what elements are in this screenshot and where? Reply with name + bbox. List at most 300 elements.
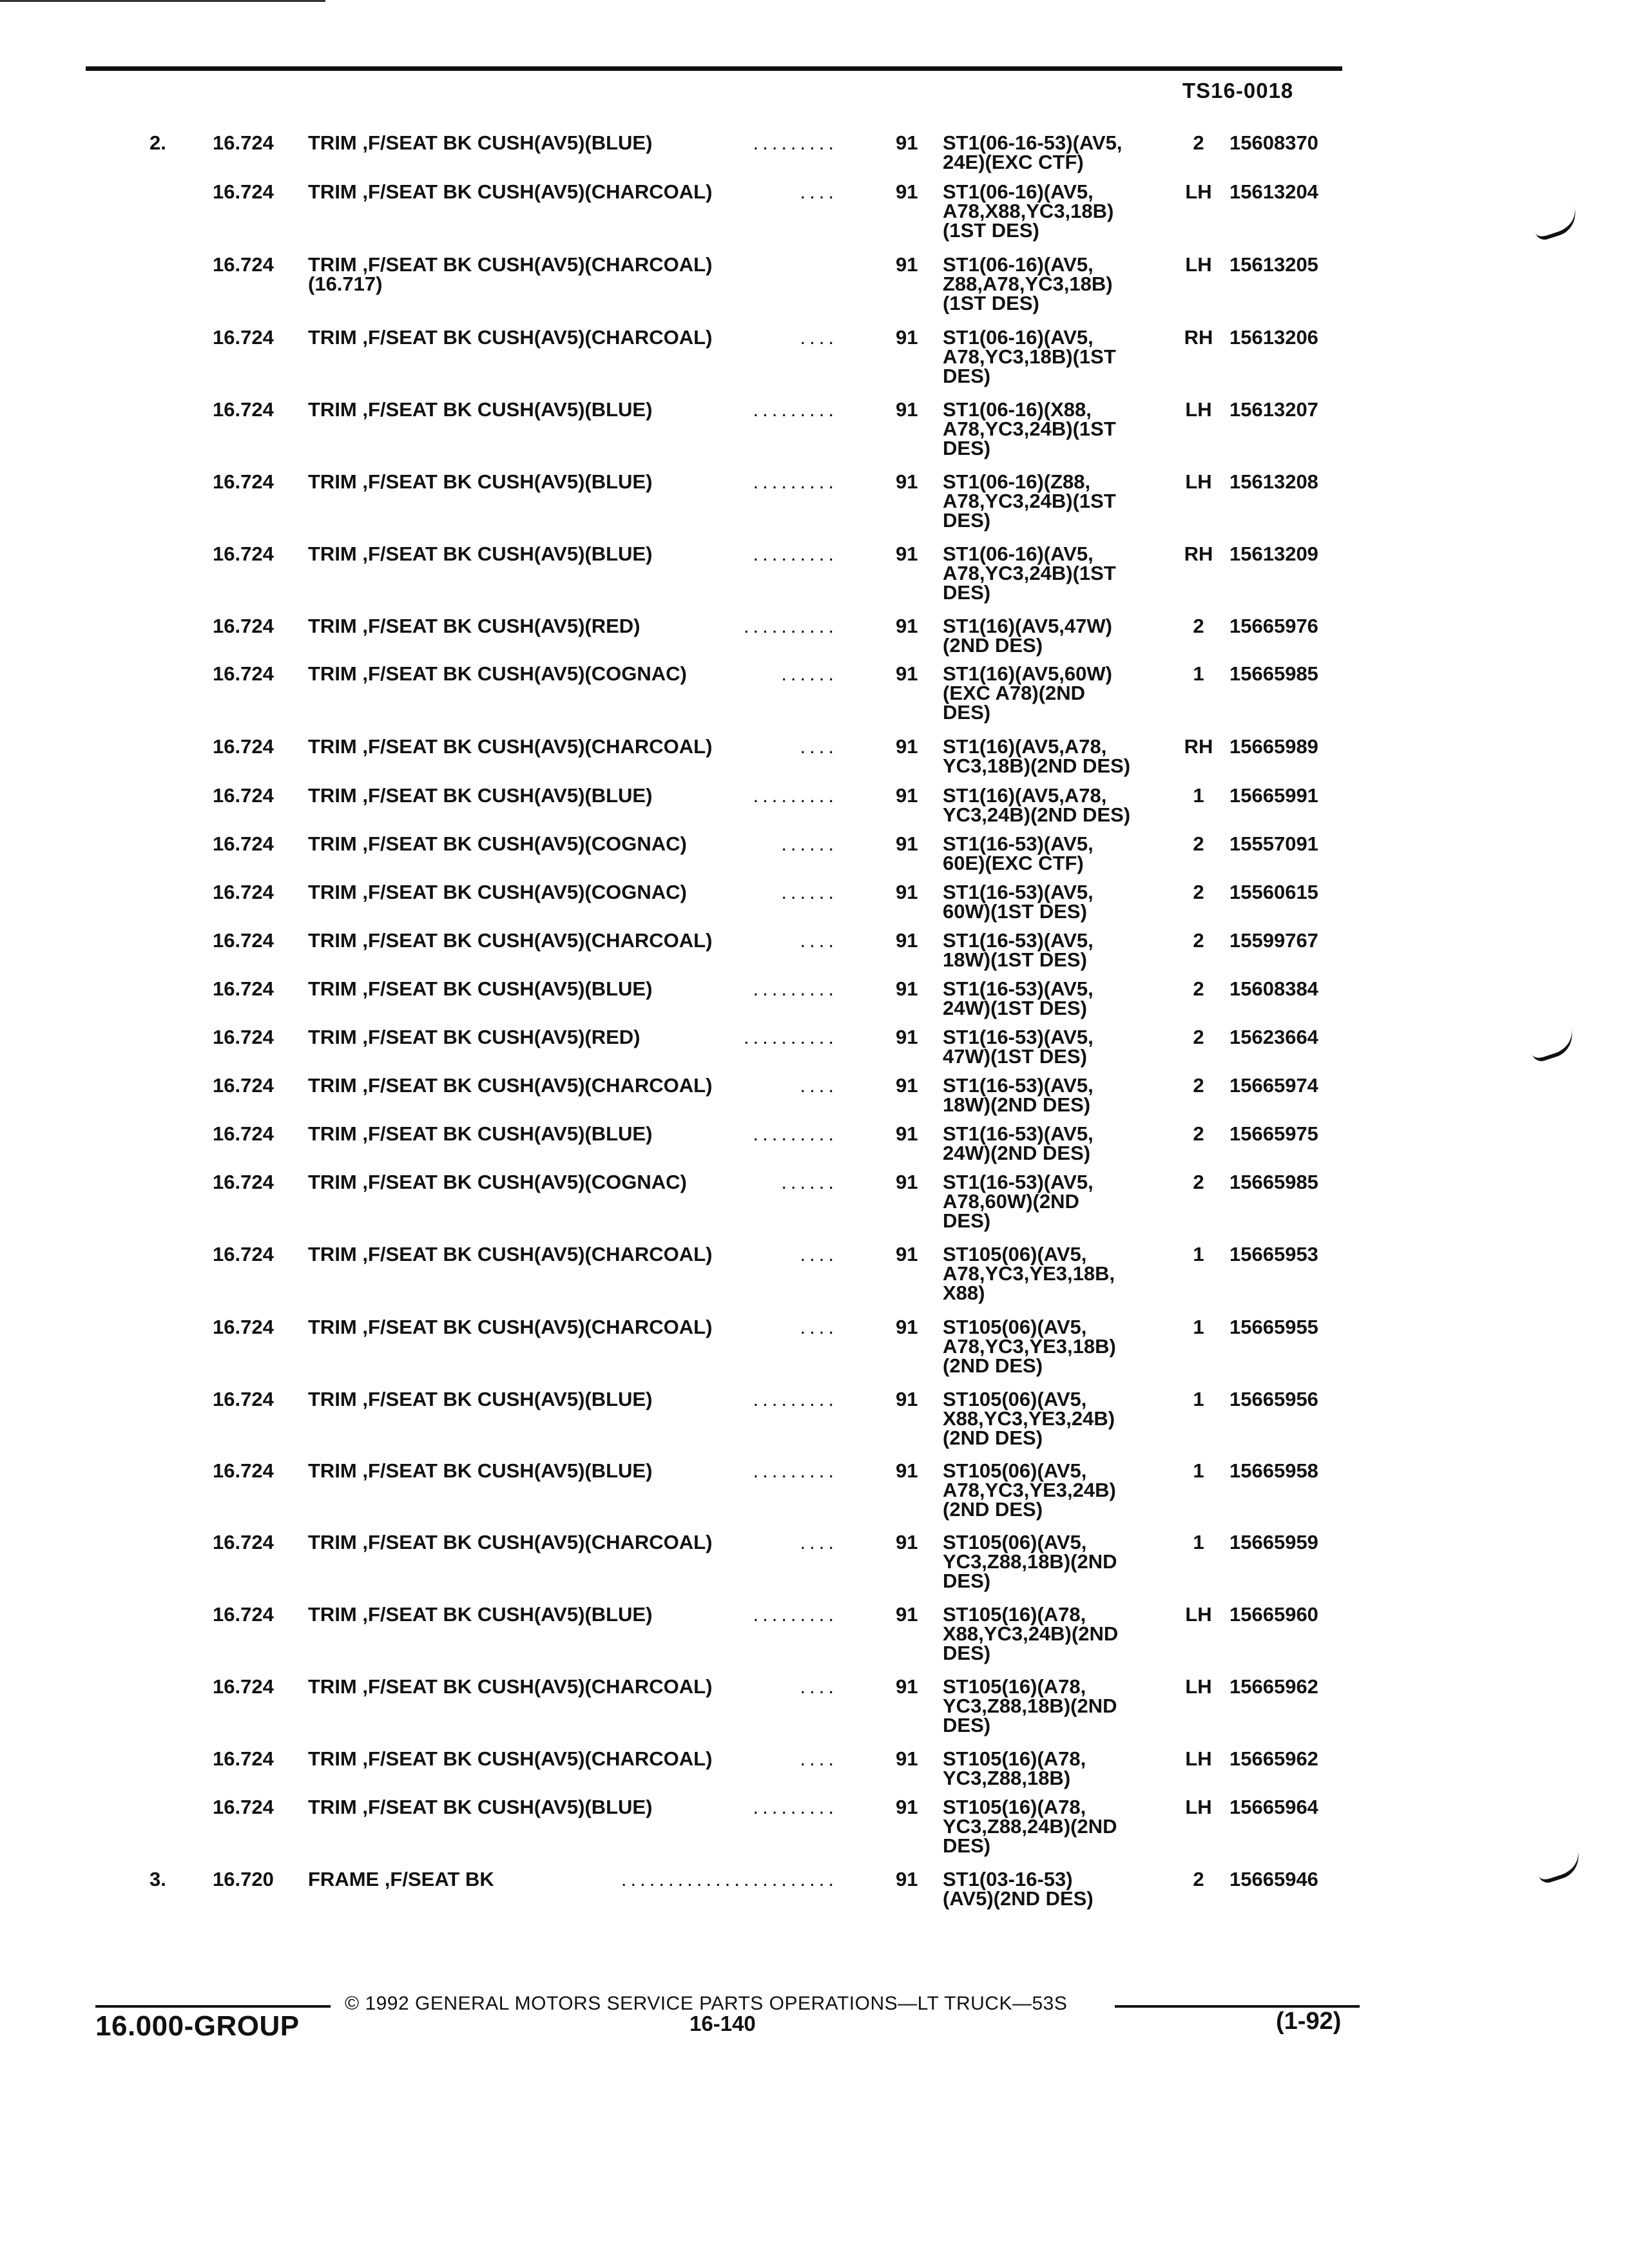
- model-usage-line: A78,YC3,YE3,18B,: [943, 1262, 1115, 1285]
- source-code: 91: [896, 1747, 918, 1770]
- quantity: 2: [1193, 832, 1204, 855]
- model-usage-line: 60E)(EXC CTF): [943, 852, 1084, 874]
- model-usage-line: DES): [943, 1834, 991, 1857]
- part-number: 15665962: [1229, 1675, 1318, 1698]
- quantity: RH: [1184, 543, 1213, 565]
- group-number: 16.724: [213, 543, 274, 565]
- description-text: TRIM ,F/SEAT BK CUSH(AV5)(COGNAC): [308, 1171, 687, 1193]
- part-number: 15613206: [1229, 326, 1318, 349]
- source-code: 91: [896, 1171, 918, 1193]
- source-code: 91: [896, 615, 918, 637]
- model-usage-line: A78,YC3,24B)(1ST: [943, 562, 1116, 584]
- model-usage-line: ST1(16-53)(AV5,: [943, 1074, 1094, 1097]
- top-edge-rule: [0, 0, 325, 2]
- model-usage-line: ST1(16-53)(AV5,: [943, 929, 1094, 952]
- part-description: [308, 1124, 652, 1144]
- part-description: [308, 1533, 712, 1552]
- source-code: 91: [896, 1603, 918, 1626]
- model-usage: [943, 1798, 1175, 1856]
- page-number: 16-140: [689, 2012, 756, 2035]
- part-description: [308, 834, 687, 854]
- source-code: 91: [896, 1316, 918, 1338]
- leader-dots: ....: [800, 1316, 838, 1338]
- model-usage: [943, 1124, 1175, 1163]
- group-number: 16.724: [213, 784, 274, 807]
- group-number: 16.724: [213, 977, 274, 1000]
- description-text: TRIM ,F/SEAT BK CUSH(AV5)(BLUE): [308, 1796, 653, 1818]
- binder-tick-mark: [1531, 206, 1581, 242]
- model-usage-line: Z88,A78,YC3,18B): [943, 273, 1113, 295]
- model-usage-line: 24E)(EXC CTF): [943, 151, 1084, 173]
- source-code: 91: [896, 929, 918, 952]
- model-usage: [943, 1605, 1175, 1663]
- model-usage: [943, 400, 1175, 458]
- group-number: 16.724: [213, 180, 274, 203]
- leader-dots: ....: [800, 1747, 838, 1770]
- leader-dots: ..........: [743, 1026, 838, 1048]
- part-number: 15665953: [1229, 1243, 1318, 1265]
- part-number: 15613208: [1229, 470, 1318, 493]
- model-usage-line: DES): [943, 1209, 991, 1232]
- description-text: TRIM ,F/SEAT BK CUSH(AV5)(RED): [308, 615, 641, 637]
- model-usage-line: YC3,Z88,24B)(2ND: [943, 1815, 1117, 1838]
- part-description: [308, 1605, 652, 1624]
- description-text: TRIM ,F/SEAT BK CUSH(AV5)(BLUE): [308, 1459, 653, 1482]
- source-code: 91: [896, 735, 918, 758]
- model-usage: [943, 255, 1175, 313]
- quantity: LH: [1185, 1675, 1212, 1698]
- group-number: 16.724: [213, 1388, 274, 1410]
- group-number: 16.720: [213, 1868, 274, 1890]
- description-text: TRIM ,F/SEAT BK CUSH(AV5)(CHARCOAL): [308, 1243, 713, 1265]
- group-number: 16.724: [213, 1074, 274, 1097]
- model-usage: [943, 617, 1175, 655]
- model-usage-line: DES): [943, 509, 991, 532]
- model-usage-line: DES): [943, 581, 991, 604]
- model-usage: [943, 664, 1175, 722]
- source-code: 91: [896, 1026, 918, 1048]
- leader-dots: .........: [753, 1388, 838, 1410]
- description-text: TRIM ,F/SEAT BK CUSH(AV5)(COGNAC): [308, 662, 687, 685]
- part-number: 15665959: [1229, 1531, 1318, 1553]
- model-usage-line: ST105(16)(A78,: [943, 1603, 1086, 1626]
- leader-dots: ......: [781, 1171, 838, 1193]
- source-code: 91: [896, 784, 918, 807]
- description-text: TRIM ,F/SEAT BK CUSH(AV5)(BLUE): [308, 543, 653, 565]
- leader-dots: .......................: [621, 1868, 838, 1890]
- part-number: 15665956: [1229, 1388, 1318, 1410]
- item-number: 3.: [149, 1868, 166, 1890]
- model-usage-line: DES): [943, 1642, 991, 1664]
- model-usage-line: A78,YC3,18B)(1ST: [943, 345, 1116, 368]
- quantity: 2: [1193, 131, 1204, 154]
- leader-dots: ....: [800, 326, 838, 349]
- model-usage: [943, 328, 1175, 386]
- quantity: 2: [1193, 977, 1204, 1000]
- description-text: TRIM ,F/SEAT BK CUSH(AV5)(BLUE): [308, 977, 653, 1000]
- copyright-line: © 1992 GENERAL MOTORS SERVICE PARTS OPERATIONS—LT TRUCK—53S: [345, 1993, 1068, 2014]
- part-number: 15665985: [1229, 662, 1318, 685]
- group-number: 16.724: [213, 929, 274, 952]
- leader-dots: ....: [800, 1243, 838, 1265]
- quantity: RH: [1184, 735, 1213, 758]
- model-usage-line: DES): [943, 1570, 991, 1592]
- leader-dots: ......: [781, 881, 838, 903]
- leader-dots: ....: [800, 180, 838, 203]
- revision-date: (1-92): [1276, 2008, 1342, 2035]
- model-usage-line: ST1(16-53)(AV5,: [943, 832, 1094, 855]
- source-code: 91: [896, 180, 918, 203]
- part-description: [308, 617, 641, 636]
- description-text: TRIM ,F/SEAT BK CUSH(AV5)(BLUE): [308, 784, 653, 807]
- binder-tick-mark: [1528, 1028, 1578, 1064]
- part-number: 15599767: [1229, 929, 1318, 952]
- model-usage-line: X88,YC3,24B)(2ND: [943, 1622, 1119, 1645]
- leader-dots: ....: [800, 929, 838, 952]
- part-number: 15665974: [1229, 1074, 1318, 1097]
- part-description: [308, 1076, 712, 1095]
- model-usage-line: 18W)(2ND DES): [943, 1093, 1091, 1116]
- model-usage-line: ST105(16)(A78,: [943, 1747, 1086, 1770]
- description-text: TRIM ,F/SEAT BK CUSH(AV5)(CHARCOAL): [308, 1074, 713, 1097]
- model-usage-line: YC3,18B)(2ND DES): [943, 754, 1131, 777]
- model-usage-line: YC3,Z88,18B)(2ND: [943, 1695, 1117, 1717]
- source-code: 91: [896, 1675, 918, 1698]
- leader-dots: .........: [753, 977, 838, 1000]
- leader-dots: ......: [781, 832, 838, 855]
- description-reference: (16.717): [308, 273, 383, 295]
- model-usage-line: A78,YC3,YE3,24B): [943, 1479, 1116, 1501]
- part-number: 15665946: [1229, 1868, 1318, 1890]
- model-usage-line: A78,YC3,YE3,18B): [943, 1335, 1116, 1358]
- model-usage-line: ST1(16-53)(AV5,: [943, 1122, 1094, 1145]
- model-usage-line: (EXC A78)(2ND: [943, 682, 1086, 704]
- model-usage-line: ST1(16)(AV5,A78,: [943, 784, 1107, 807]
- leader-dots: ....: [800, 1675, 838, 1698]
- part-description: [308, 1245, 712, 1264]
- model-usage-line: (1ST DES): [943, 292, 1039, 314]
- source-code: 91: [896, 1531, 918, 1553]
- quantity: 2: [1193, 1122, 1204, 1145]
- part-description: [308, 979, 652, 999]
- model-usage-line: 18W)(1ST DES): [943, 948, 1087, 971]
- model-usage-line: ST105(06)(AV5,: [943, 1531, 1087, 1553]
- group-number: 16.724: [213, 662, 274, 685]
- model-usage-line: ST105(16)(A78,: [943, 1675, 1086, 1698]
- description-text: TRIM ,F/SEAT BK CUSH(AV5)(BLUE): [308, 1388, 653, 1410]
- quantity: LH: [1185, 1747, 1212, 1770]
- model-usage-line: ST1(16-53)(AV5,: [943, 1171, 1094, 1193]
- model-usage-line: ST105(06)(AV5,: [943, 1459, 1087, 1482]
- model-usage-line: (1ST DES): [943, 219, 1039, 242]
- group-number: 16.724: [213, 735, 274, 758]
- group-number: 16.724: [213, 1243, 274, 1265]
- model-usage-line: 47W)(1ST DES): [943, 1045, 1087, 1068]
- quantity: 2: [1193, 1171, 1204, 1193]
- model-usage-line: (2ND DES): [943, 1427, 1043, 1449]
- leader-dots: .........: [753, 1122, 838, 1145]
- description-text: TRIM ,F/SEAT BK CUSH(AV5)(RED): [308, 1026, 641, 1048]
- part-description: [308, 133, 652, 153]
- quantity: LH: [1185, 470, 1212, 493]
- leader-dots: .........: [753, 784, 838, 807]
- part-description: [308, 255, 712, 294]
- model-usage-line: DES): [943, 1714, 991, 1736]
- part-description: [308, 1390, 652, 1409]
- part-number: 15613204: [1229, 180, 1318, 203]
- description-text: TRIM ,F/SEAT BK CUSH(AV5)(CHARCOAL): [308, 253, 713, 276]
- group-number: 16.724: [213, 1026, 274, 1048]
- part-number: 15608384: [1229, 977, 1318, 1000]
- model-usage: [943, 544, 1175, 602]
- description-text: TRIM ,F/SEAT BK CUSH(AV5)(CHARCOAL): [308, 326, 713, 349]
- quantity: 2: [1193, 929, 1204, 952]
- binder-tick-mark: [1534, 1849, 1585, 1885]
- group-number: 16.724: [213, 326, 274, 349]
- model-usage-line: YC3,24B)(2ND DES): [943, 803, 1131, 826]
- part-description: [308, 1461, 652, 1481]
- quantity: 2: [1193, 1074, 1204, 1097]
- model-usage: [943, 1677, 1175, 1735]
- model-usage-line: X88): [943, 1282, 985, 1304]
- quantity: 1: [1193, 784, 1204, 807]
- model-usage-line: ST1(16)(AV5,A78,: [943, 735, 1107, 758]
- group-number: 16.724: [213, 1171, 274, 1193]
- description-text: TRIM ,F/SEAT BK CUSH(AV5)(BLUE): [308, 131, 653, 154]
- part-number: 15613209: [1229, 543, 1318, 565]
- part-description: [308, 931, 712, 950]
- model-usage-line: ST105(16)(A78,: [943, 1796, 1086, 1818]
- model-usage: [943, 1318, 1175, 1376]
- description-text: TRIM ,F/SEAT BK CUSH(AV5)(CHARCOAL): [308, 735, 713, 758]
- model-usage: [943, 182, 1175, 240]
- model-usage: [943, 979, 1175, 1018]
- quantity: LH: [1185, 1796, 1212, 1818]
- part-number: 15665955: [1229, 1316, 1318, 1338]
- footer-rule-left: [95, 2005, 331, 2008]
- part-description: [308, 664, 687, 684]
- part-description: [308, 1028, 641, 1047]
- description-text: TRIM ,F/SEAT BK CUSH(AV5)(COGNAC): [308, 881, 687, 903]
- source-code: 91: [896, 543, 918, 565]
- model-usage-line: (AV5)(2ND DES): [943, 1887, 1094, 1910]
- leader-dots: .........: [753, 1603, 838, 1626]
- quantity: LH: [1185, 398, 1212, 421]
- part-number: 15665976: [1229, 615, 1318, 637]
- model-usage: [943, 786, 1175, 825]
- model-usage-line: X88,YC3,YE3,24B): [943, 1407, 1115, 1430]
- part-description: [308, 786, 652, 805]
- quantity: 2: [1193, 1868, 1204, 1890]
- leader-dots: ....: [800, 1531, 838, 1553]
- model-usage: [943, 1533, 1175, 1591]
- model-usage-line: ST1(03-16-53): [943, 1868, 1073, 1890]
- description-text: TRIM ,F/SEAT BK CUSH(AV5)(BLUE): [308, 1122, 653, 1145]
- model-usage-line: 24W)(1ST DES): [943, 997, 1087, 1019]
- leader-dots: ....: [800, 1074, 838, 1097]
- quantity: 2: [1193, 1026, 1204, 1048]
- source-code: 91: [896, 1122, 918, 1145]
- source-code: 91: [896, 832, 918, 855]
- part-description: [308, 1677, 712, 1696]
- group-number: 16.724: [213, 470, 274, 493]
- model-usage: [943, 1076, 1175, 1115]
- model-usage-line: ST1(16)(AV5,47W): [943, 615, 1112, 637]
- part-description: [308, 472, 652, 492]
- leader-dots: .........: [753, 1796, 838, 1818]
- model-usage-line: A78,X88,YC3,18B): [943, 200, 1114, 222]
- model-usage-line: YC3,Z88,18B)(2ND: [943, 1550, 1117, 1573]
- source-code: 91: [896, 881, 918, 903]
- model-usage-line: ST105(06)(AV5,: [943, 1388, 1087, 1410]
- source-code: 91: [896, 662, 918, 685]
- source-code: 91: [896, 253, 918, 276]
- model-usage-line: A78,60W)(2ND: [943, 1190, 1079, 1213]
- model-usage: [943, 1461, 1175, 1519]
- group-number: 16.724: [213, 1316, 274, 1338]
- model-usage: [943, 1245, 1175, 1303]
- model-usage: [943, 1870, 1175, 1908]
- part-number: 15613205: [1229, 253, 1318, 276]
- model-usage-line: 24W)(2ND DES): [943, 1142, 1091, 1164]
- group-number: 16.724: [213, 1796, 274, 1818]
- quantity: LH: [1185, 180, 1212, 203]
- leader-dots: ....: [800, 735, 838, 758]
- group-number: 16.724: [213, 1459, 274, 1482]
- part-description: [308, 400, 652, 419]
- description-text: TRIM ,F/SEAT BK CUSH(AV5)(CHARCOAL): [308, 1747, 713, 1770]
- model-usage-line: (2ND DES): [943, 634, 1043, 657]
- model-usage: [943, 133, 1175, 172]
- group-number: 16.724: [213, 131, 274, 154]
- model-usage-line: 60W)(1ST DES): [943, 900, 1087, 923]
- source-code: 91: [896, 398, 918, 421]
- description-text: FRAME ,F/SEAT BK: [308, 1868, 494, 1890]
- part-description: [308, 182, 712, 202]
- description-text: TRIM ,F/SEAT BK CUSH(AV5)(CHARCOAL): [308, 1675, 713, 1698]
- part-description: [308, 737, 712, 756]
- group-number: 16.724: [213, 1603, 274, 1626]
- model-usage-line: ST1(16)(AV5,60W): [943, 662, 1112, 685]
- part-number: 15623664: [1229, 1026, 1318, 1048]
- part-number: 15665964: [1229, 1796, 1318, 1818]
- model-usage-line: ST1(16-53)(AV5,: [943, 1026, 1094, 1048]
- model-usage: [943, 931, 1175, 970]
- source-code: 91: [896, 470, 918, 493]
- model-usage-line: ST1(06-16)(Z88,: [943, 470, 1091, 493]
- group-number: 16.724: [213, 1747, 274, 1770]
- group-number: 16.724: [213, 398, 274, 421]
- quantity: 1: [1193, 1388, 1204, 1410]
- quantity: 1: [1193, 1459, 1204, 1482]
- model-usage-line: DES): [943, 701, 991, 724]
- model-usage: [943, 834, 1175, 873]
- group-number: 16.724: [213, 615, 274, 637]
- part-description: [308, 1173, 687, 1192]
- group-label: 16.000-GROUP: [95, 2010, 300, 2042]
- part-number: 15613207: [1229, 398, 1318, 421]
- model-usage-line: ST1(06-16)(AV5,: [943, 326, 1094, 349]
- leader-dots: .........: [753, 131, 838, 154]
- group-number: 16.724: [213, 1122, 274, 1145]
- part-number: 15665975: [1229, 1122, 1318, 1145]
- model-usage: [943, 1749, 1175, 1788]
- part-number: 15665958: [1229, 1459, 1318, 1482]
- quantity: RH: [1184, 326, 1213, 349]
- part-number: 15608370: [1229, 131, 1318, 154]
- part-number: 15665962: [1229, 1747, 1318, 1770]
- part-description: [308, 1749, 712, 1769]
- source-code: 91: [896, 1388, 918, 1410]
- model-usage-line: ST1(06-16-53)(AV5,: [943, 131, 1123, 154]
- model-usage-line: A78,YC3,24B)(1ST: [943, 490, 1116, 512]
- leader-dots: .........: [753, 398, 838, 421]
- leader-dots: .........: [753, 1459, 838, 1482]
- quantity: LH: [1185, 253, 1212, 276]
- model-usage-line: YC3,Z88,18B): [943, 1767, 1071, 1789]
- leader-dots: ..........: [743, 615, 838, 637]
- document-code: TS16-0018: [1182, 79, 1294, 102]
- source-code: 91: [896, 1243, 918, 1265]
- leader-dots: .........: [753, 470, 838, 493]
- group-number: 16.724: [213, 253, 274, 276]
- model-usage-line: ST1(06-16)(AV5,: [943, 180, 1094, 203]
- quantity: 1: [1193, 1531, 1204, 1553]
- description-text: TRIM ,F/SEAT BK CUSH(AV5)(CHARCOAL): [308, 1531, 713, 1553]
- model-usage-line: DES): [943, 437, 991, 459]
- description-text: TRIM ,F/SEAT BK CUSH(AV5)(BLUE): [308, 1603, 653, 1626]
- group-number: 16.724: [213, 1531, 274, 1553]
- quantity: 1: [1193, 1243, 1204, 1265]
- description-text: TRIM ,F/SEAT BK CUSH(AV5)(CHARCOAL): [308, 929, 713, 952]
- group-number: 16.724: [213, 832, 274, 855]
- model-usage-line: A78,YC3,24B)(1ST: [943, 418, 1116, 440]
- quantity: 2: [1193, 881, 1204, 903]
- leader-dots: .........: [753, 543, 838, 565]
- description-text: TRIM ,F/SEAT BK CUSH(AV5)(CHARCOAL): [308, 1316, 713, 1338]
- source-code: 91: [896, 1868, 918, 1890]
- header-rule: [86, 66, 1342, 71]
- part-number: 15665960: [1229, 1603, 1318, 1626]
- leader-dots: ......: [781, 662, 838, 685]
- quantity: 2: [1193, 615, 1204, 637]
- item-number: 2.: [149, 131, 166, 154]
- model-usage-line: ST1(16-53)(AV5,: [943, 977, 1094, 1000]
- model-usage-line: ST1(16-53)(AV5,: [943, 881, 1094, 903]
- model-usage-line: ST105(06)(AV5,: [943, 1316, 1087, 1338]
- quantity: LH: [1185, 1603, 1212, 1626]
- model-usage: [943, 1028, 1175, 1066]
- source-code: 91: [896, 1074, 918, 1097]
- group-number: 16.724: [213, 1675, 274, 1698]
- model-usage-line: ST105(06)(AV5,: [943, 1243, 1087, 1265]
- quantity: 1: [1193, 1316, 1204, 1338]
- description-text: TRIM ,F/SEAT BK CUSH(AV5)(BLUE): [308, 470, 653, 493]
- model-usage: [943, 1173, 1175, 1231]
- description-text: TRIM ,F/SEAT BK CUSH(AV5)(CHARCOAL): [308, 180, 713, 203]
- model-usage: [943, 1390, 1175, 1448]
- part-description: [308, 544, 652, 564]
- quantity: 1: [1193, 662, 1204, 685]
- source-code: 91: [896, 1796, 918, 1818]
- part-number: 15665991: [1229, 784, 1318, 807]
- part-number: 15665985: [1229, 1171, 1318, 1193]
- model-usage-line: DES): [943, 365, 991, 387]
- part-number: 15665989: [1229, 735, 1318, 758]
- part-number: 15560615: [1229, 881, 1318, 903]
- model-usage-line: ST1(06-16)(AV5,: [943, 543, 1094, 565]
- model-usage-line: ST1(06-16)(X88,: [943, 398, 1092, 421]
